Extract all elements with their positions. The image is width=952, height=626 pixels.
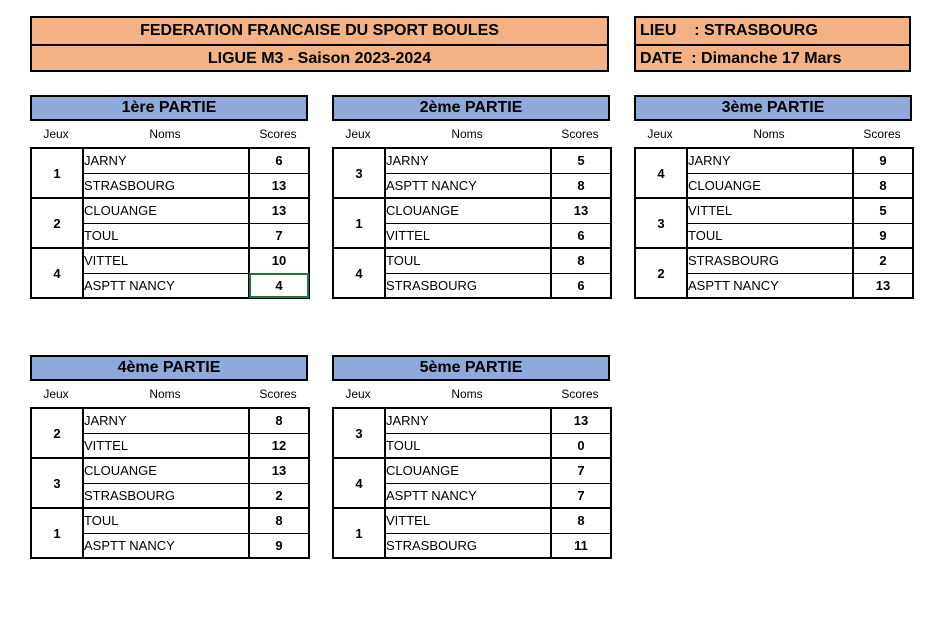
table-row [333,458,611,483]
col-scores[interactable]: Scores [561,127,599,141]
jeu-cell[interactable]: 4 [635,148,687,198]
score-cell[interactable]: 8 [853,173,913,198]
col-noms[interactable]: Noms [451,127,483,141]
score-cell[interactable]: 13 [853,273,913,298]
column-headers [30,121,308,147]
team-name-cell[interactable]: VITTEL [385,223,551,248]
table-row [333,408,611,433]
score-cell[interactable]: 5 [853,198,913,223]
team-name-cell[interactable]: VITTEL [83,248,249,273]
team-name-cell[interactable]: JARNY [385,408,551,433]
team-name-cell[interactable]: VITTEL [687,198,853,223]
score-cell[interactable]: 2 [249,483,309,508]
partie-block [332,355,610,559]
table-row [31,148,309,173]
col-noms[interactable]: Noms [149,387,181,401]
column-headers [332,121,610,147]
table-row [635,248,913,273]
score-cell[interactable]: 10 [249,248,309,273]
partie-title[interactable]: 1ère PARTIE [30,95,308,121]
table-row [635,198,913,223]
federation-header [30,16,609,72]
table-row [31,508,309,533]
team-name-cell[interactable]: TOUL [83,508,249,533]
table-row [333,198,611,223]
partie-block [30,355,308,559]
team-name-cell[interactable]: STRASBOURG [385,533,551,558]
jeu-cell[interactable]: 4 [333,458,385,508]
games-table [30,407,310,559]
team-name-cell[interactable]: TOUL [83,223,249,248]
team-name-cell[interactable]: ASPTT NANCY [385,483,551,508]
team-name-cell[interactable]: JARNY [83,408,249,433]
team-name-cell[interactable]: STRASBOURG [83,483,249,508]
jeu-cell[interactable]: 1 [31,148,83,198]
team-name-cell[interactable]: ASPTT NANCY [83,273,249,298]
col-jeux[interactable]: Jeux [345,127,371,141]
score-cell[interactable]: 2 [853,248,913,273]
col-jeux[interactable]: Jeux [647,127,673,141]
score-cell[interactable]: 8 [249,408,309,433]
partie-block [332,95,610,299]
col-scores[interactable]: Scores [259,387,297,401]
score-cell[interactable]: 12 [249,433,309,458]
score-cell[interactable]: 6 [551,273,611,298]
table-row [333,148,611,173]
score-cell[interactable]: 7 [249,223,309,248]
date-cell[interactable]: DATE : Dimanche 17 Mars [636,44,909,70]
score-cell[interactable]: 13 [551,408,611,433]
partie-title[interactable]: 5ème PARTIE [332,355,610,381]
team-name-cell[interactable]: TOUL [385,433,551,458]
federation-title[interactable]: FEDERATION FRANCAISE DU SPORT BOULES [140,22,499,39]
table-row [635,148,913,173]
score-cell[interactable]: 13 [249,198,309,223]
team-name-cell[interactable]: STRASBOURG [687,248,853,273]
team-name-cell[interactable]: VITTEL [385,508,551,533]
score-cell[interactable]: 9 [249,533,309,558]
jeu-cell[interactable]: 4 [333,248,385,298]
col-scores[interactable]: Scores [561,387,599,401]
table-row [31,408,309,433]
score-cell[interactable]: 7 [551,458,611,483]
col-scores[interactable]: Scores [259,127,297,141]
score-cell[interactable]: 7 [551,483,611,508]
jeu-cell[interactable]: 3 [31,458,83,508]
games-table [332,407,612,559]
jeu-cell[interactable]: 3 [333,148,385,198]
table-row [333,508,611,533]
score-cell[interactable]: 8 [551,173,611,198]
jeu-cell[interactable]: 2 [31,198,83,248]
score-cell[interactable]: 11 [551,533,611,558]
partie-title[interactable]: 2ème PARTIE [332,95,610,121]
team-name-cell[interactable]: CLOUANGE [687,173,853,198]
jeu-cell[interactable]: 3 [635,198,687,248]
partie-title[interactable]: 3ème PARTIE [634,95,912,121]
team-name-cell[interactable]: TOUL [385,248,551,273]
column-headers [30,381,308,407]
team-name-cell[interactable]: CLOUANGE [385,198,551,223]
col-jeux[interactable]: Jeux [345,387,371,401]
score-cell[interactable]: 5 [551,148,611,173]
col-noms[interactable]: Noms [753,127,785,141]
games-table [30,147,310,299]
score-cell[interactable]: 6 [551,223,611,248]
table-row [31,198,309,223]
col-jeux[interactable]: Jeux [43,387,69,401]
jeu-cell[interactable]: 4 [31,248,83,298]
table-row [31,248,309,273]
team-name-cell[interactable]: STRASBOURG [385,273,551,298]
col-scores[interactable]: Scores [863,127,901,141]
team-name-cell[interactable]: ASPTT NANCY [83,533,249,558]
score-cell[interactable]: 9 [853,148,913,173]
jeu-cell[interactable]: 3 [333,408,385,458]
jeu-cell[interactable]: 1 [31,508,83,558]
games-table [634,147,914,299]
column-headers [332,381,610,407]
games-table [332,147,612,299]
score-cell[interactable]: 8 [249,508,309,533]
partie-block [634,95,912,299]
score-cell[interactable]: 4 [249,273,309,298]
score-cell[interactable]: 6 [249,148,309,173]
team-name-cell[interactable]: TOUL [687,223,853,248]
score-cell[interactable]: 9 [853,223,913,248]
score-cell[interactable]: 13 [249,458,309,483]
team-name-cell[interactable]: ASPTT NANCY [687,273,853,298]
team-name-cell[interactable]: JARNY [687,148,853,173]
col-noms[interactable]: Noms [451,387,483,401]
team-name-cell[interactable]: JARNY [385,148,551,173]
jeu-cell[interactable]: 2 [635,248,687,298]
jeu-cell[interactable]: 1 [333,198,385,248]
partie-block [30,95,308,299]
column-headers [634,121,912,147]
score-cell[interactable]: 13 [249,173,309,198]
score-cell[interactable]: 8 [551,508,611,533]
score-cell[interactable]: 0 [551,433,611,458]
team-name-cell[interactable]: ASPTT NANCY [385,173,551,198]
team-name-cell[interactable]: CLOUANGE [83,198,249,223]
team-name-cell[interactable]: STRASBOURG [83,173,249,198]
score-cell[interactable]: 13 [551,198,611,223]
team-name-cell[interactable]: CLOUANGE [83,458,249,483]
team-name-cell[interactable]: CLOUANGE [385,458,551,483]
team-name-cell[interactable]: JARNY [83,148,249,173]
event-info [634,16,911,72]
score-cell[interactable]: 8 [551,248,611,273]
team-name-cell[interactable]: VITTEL [83,433,249,458]
jeu-cell[interactable]: 2 [31,408,83,458]
jeu-cell[interactable]: 1 [333,508,385,558]
table-row [333,248,611,273]
partie-title[interactable]: 4ème PARTIE [30,355,308,381]
lieu-cell[interactable]: LIEU : STRASBOURG [640,22,818,39]
col-noms[interactable]: Noms [149,127,181,141]
col-jeux[interactable]: Jeux [43,127,69,141]
table-row [31,458,309,483]
league-title[interactable]: LIGUE M3 - Saison 2023-2024 [32,44,607,70]
